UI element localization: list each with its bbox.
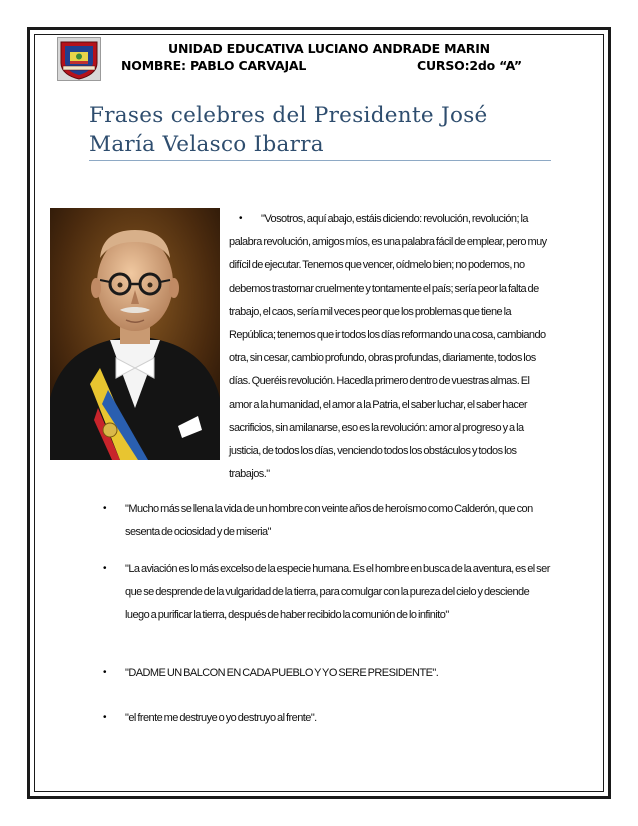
bullet-icon: • xyxy=(103,503,107,514)
quote-5: "el frente me destruye o yo destruyo al frente". xyxy=(125,712,317,724)
school-name: UNIDAD EDUCATIVA LUCIANO ANDRADE MARIN xyxy=(168,41,490,56)
bullet-icon: • xyxy=(103,563,107,574)
bullet-icon: • xyxy=(103,712,107,723)
quote-1 xyxy=(229,208,551,486)
quote-4: "DADME UN BALCON EN CADA PUEBLO Y YO SERE PRESIDENTE". xyxy=(125,667,439,679)
quote-1-first-line: "Vosotros, aquí abajo, estáis diciendo: revolución, revolución; la xyxy=(261,213,528,225)
page-title: Frases celebres del Presidente José María Velasco Ibarra xyxy=(89,103,488,157)
title-underline xyxy=(89,160,551,161)
student-name: NOMBRE: PABLO CARVAJAL xyxy=(121,58,307,73)
quote-1-body: palabra revolución, amigos míos, es una palabra fácil de emplear, pero muy difícil de ejecutar. Tenemos que vencer, oídmelo bien; no podemos, no debemos trastornar cruelmente y tontamente el país; sería peor la falta de trabajo, el caos, sería mil veces peor que los problemas que tiene la República; tenemos que ir todos los días reformando una cosa, cambiando otra, sin cesar, cambio profundo, obras profundas, diariamente, todos los días. Queréis revolución. Hacedla primero dentro de vuestras almas. El amor a la humanidad, el amor a la Patria, el saber luchar, el saber hacer sacrificios, sin amilanarse, eso es la revolución: amor al progreso y a la justicia, de todos los días, venciendo todos los obstáculos y todos los trabajos." xyxy=(229,236,547,481)
school-crest-icon xyxy=(57,37,101,81)
quote-3: "La aviación es lo más excelso de la especie humana. Es el hombre en busca de la aventura, es el ser que se desprende de la vulgaridad de la tierra, para comulgar con la pureza del cielo y desciende luego a purificar la tierra, después de haber recibido la comunión de lo infinito" xyxy=(125,563,550,621)
portrait-image xyxy=(50,208,220,460)
bullet-icon: • xyxy=(103,667,107,678)
bullet-icon: • xyxy=(239,213,243,224)
course-label: CURSO:2do “A” xyxy=(417,58,522,73)
quote-2: "Mucho más se llena la vida de un hombre con veinte años de heroísmo como Calderón, que con sesenta de ociosidad y de miseria" xyxy=(125,503,533,538)
